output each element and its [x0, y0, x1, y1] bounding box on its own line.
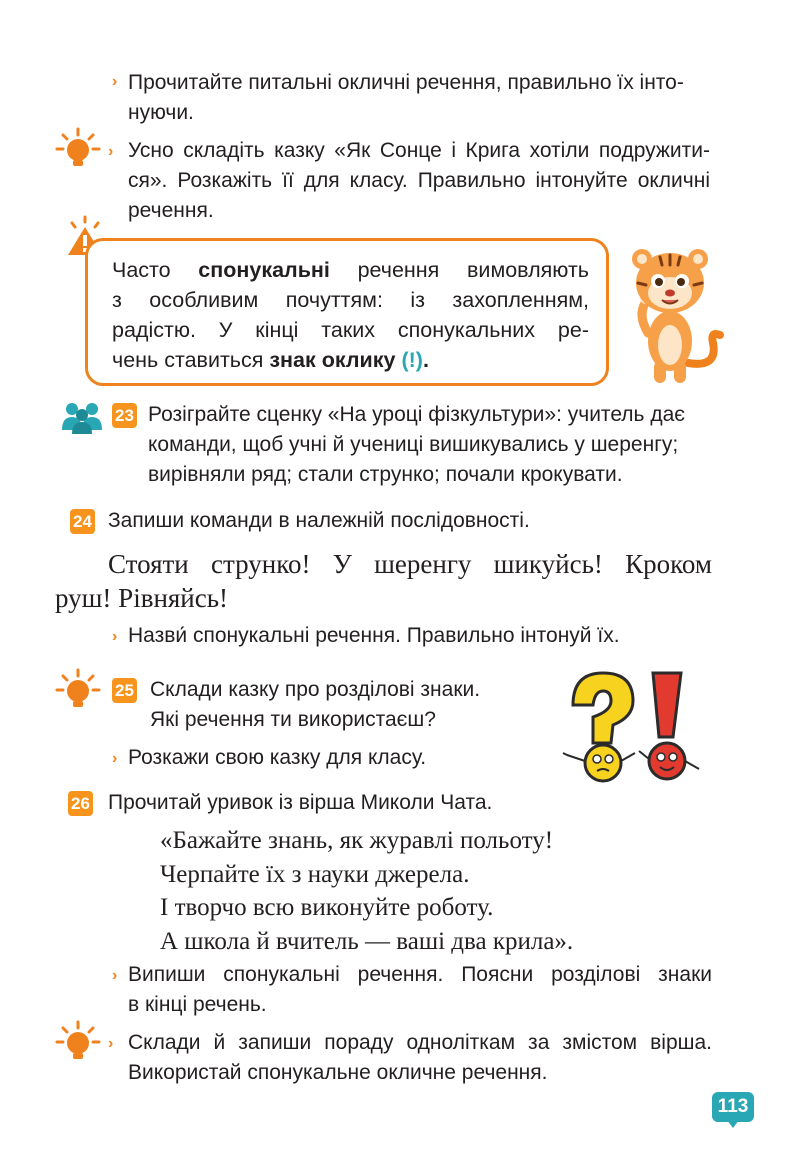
text-line: команди, щоб учні й учениці вишикувались у шеренгу; — [148, 433, 679, 456]
text-line: Склади казку про розділові знаки. — [150, 678, 481, 701]
rule-line: радістю. У кінці таких спонукальних ре- — [112, 318, 589, 342]
bullet-marker: › — [112, 628, 118, 645]
text-line: Випиши спонукальні речення. Поясни розділові знаки — [128, 963, 712, 986]
task-text: Прочитай уривок із вірша Миколи Чата. — [108, 791, 493, 814]
exercise-number: 26 — [68, 791, 93, 816]
bullet-marker: › — [112, 750, 118, 767]
text-line: в кінці речень. — [128, 993, 267, 1016]
group-work-icon — [60, 400, 104, 434]
bullet-marker: › — [112, 73, 118, 90]
rule-line: чень ставиться знак оклику (!). — [112, 348, 429, 372]
text-line: Назви́ спонукальні речення. Правильно інтонуй їх. — [128, 624, 620, 647]
poem-line: А школа й вчитель — ваші два крила». — [160, 928, 574, 955]
text-line: Усно складіть казку «Як Сонце і Крига хотіли подружити- — [128, 139, 710, 162]
lightbulb-icon — [55, 668, 101, 714]
text-line: нуючи. — [128, 101, 194, 124]
tiger-mascot-illustration — [618, 243, 728, 388]
poem-line: «Бажайте знань, як журавлі польоту! — [160, 827, 554, 854]
bullet-marker: › — [112, 967, 118, 984]
text-line: вирівняли ряд; стали струнко; почали крокувати. — [148, 463, 623, 486]
punctuation-characters-illustration — [555, 665, 705, 790]
bullet-marker: › — [108, 143, 114, 160]
rule-line: Часто спонукальні речення вимовляють — [112, 258, 589, 282]
exercise-number: 23 — [112, 403, 137, 428]
bullet-marker: › — [108, 1035, 114, 1052]
exercise-number: 25 — [112, 678, 137, 703]
text-line: Розіграйте сценку «На уроці фізкультури»: учитель дає — [148, 403, 685, 426]
page-number: 113 — [717, 1096, 749, 1117]
poem-line: Черпайте їх з науки джерела. — [160, 861, 470, 888]
text-line: Прочитайте питальні окличні речення, правильно їх інто- — [128, 71, 684, 94]
poem-line: І творчо всю виконуйте роботу. — [160, 894, 494, 921]
lightbulb-icon — [55, 127, 101, 173]
exercise-number: 24 — [70, 509, 95, 534]
rule-line: з особливим почуттям: із захопленням, — [112, 288, 589, 312]
text-line: Склади й запиши пораду одноліткам за змістом вірша. — [128, 1031, 712, 1054]
text-line: Які речення ти використаєш? — [150, 708, 436, 731]
text-line: Використай спонукальне окличне речення. — [128, 1061, 548, 1084]
text-line: Розкажи свою казку для класу. — [128, 746, 427, 769]
task-text: Запиши команди в належній послідовності. — [108, 509, 530, 532]
example-text: Стояти струнко! У шеренгу шикуйсь! Кроком — [108, 549, 712, 579]
example-text: руш! Рівняйсь! — [55, 583, 229, 613]
text-line: ся». Розкажіть її для класу. Правильно інтонуйте окличні — [128, 169, 710, 192]
lightbulb-icon — [55, 1020, 101, 1066]
text-line: речення. — [128, 199, 214, 222]
